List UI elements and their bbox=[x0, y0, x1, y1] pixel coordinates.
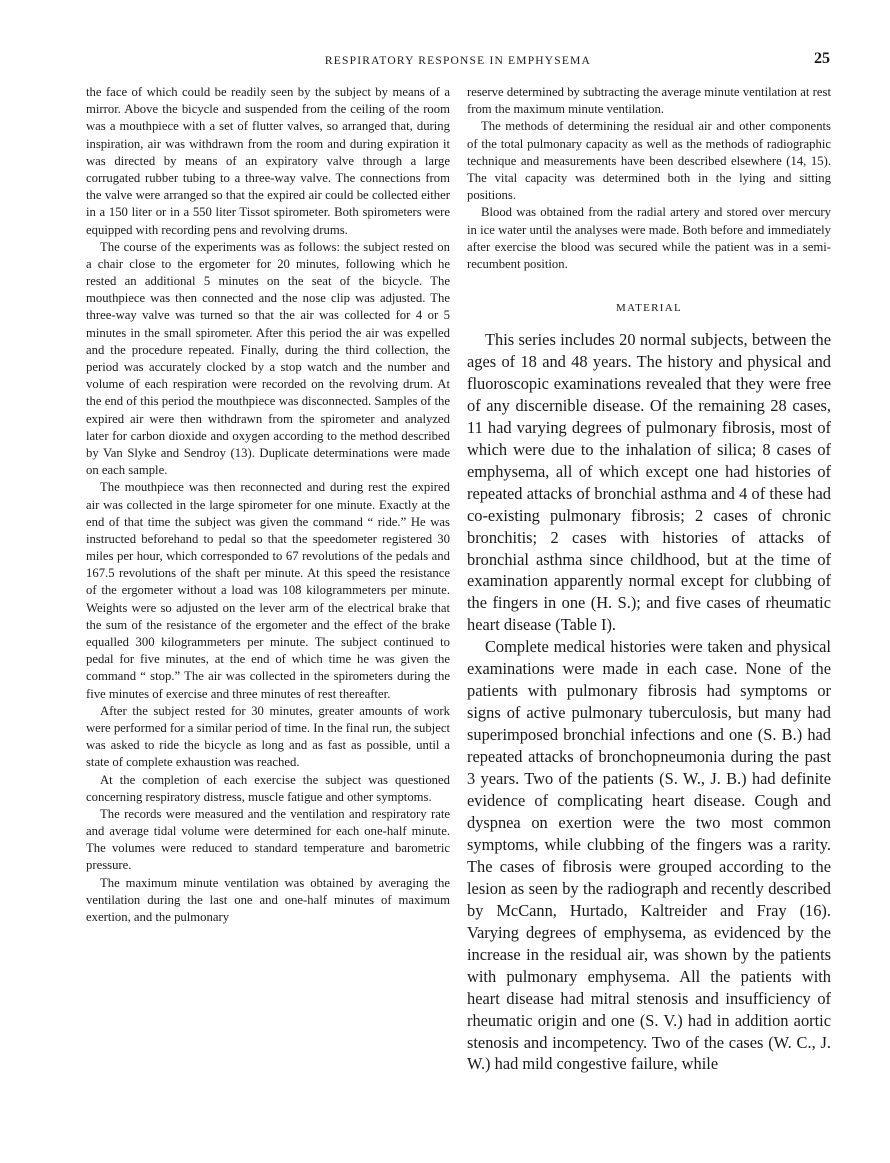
paragraph: Complete medical histories were taken and physical examinations were made in each case. None of the patients with pulmonary fibrosis had symptoms or signs of active pulmonary tuberculosis, but many had superimposed bronchial infections and one (S. B.) had repeated attacks of bronchopneumonia during the past 3 years. Two of the patients (S. W., J. B.) had definite evidence of complicating heart disease. Cough and dyspnea on exertion were the two most common symptoms, while clubbing of the fingers was a rarity. The cases of fibrosis were grouped according to the lesion as seen by the radiograph and recently described by McCann, Hurtado, Kaltreider and Fray (16). Varying degrees of emphysema, as evidenced by the increase in the residual air, was shown by the patients with pulmonary emphysema. All the patients with heart disease had mitral stenosis and insufficiency of rheumatic origin and one (S. V.) had in addition aortic stenosis and incompetency. Two of the cases (W. C., J. W.) had mild congestive failure, while bbox=[467, 637, 831, 1074]
running-title: RESPIRATORY RESPONSE IN EMPHYSEMA bbox=[324, 55, 592, 67]
paragraph: reserve determined by subtracting the average minute ventilation at rest from the maximum minute ventilation. bbox=[467, 85, 831, 117]
paragraph: The course of the experiments was as follows: the subject rested on a chair close to the ergometer for 20 minutes, following which he rested an additional 5 minutes on the seat of the bicycle. The mouthpiece was then connected and the nose clip was adjusted. The three-way valve was turned so that the air was collected for 4 or 5 minutes in the small spirometer. After this period the air was expelled and the procedure repeated. Finally, during the third collection, the period was accurately clocked by a stop watch and the number and volume of each respiration were recorded on the revolving drum. At the end of this period the mouthpiece was disconnected. Samples of the expired air were then withdrawn from the spirometer and analyzed later for carbon dioxide and oxygen according to the method described by Van Slyke and Sendroy (13). Duplicate determinations were made on each sample. bbox=[86, 239, 450, 478]
paragraph: The maximum minute ventilation was obtained by averaging the ventilation during the last one and one-half minutes of maximum exertion, and the pulmonary bbox=[86, 875, 450, 924]
paragraph: At the completion of each exercise the subject was questioned concerning respiratory distress, muscle fatigue and other symptoms. bbox=[86, 772, 450, 804]
left-column bbox=[86, 84, 450, 926]
page-header bbox=[86, 52, 830, 74]
paragraph: After the subject rested for 30 minutes, greater amounts of work were performed for a similar period of time. In the final run, the subject was asked to ride the bicycle as long and as fast as possible, until a state of complete exhaustion was reached. bbox=[86, 703, 450, 770]
paragraph: Blood was obtained from the radial artery and stored over mercury in ice water until the analyses were made. Both before and immediately after exercise the blood was secured while the patient was in a semi-recumbent position. bbox=[467, 205, 831, 272]
paragraph: The mouthpiece was then reconnected and during rest the expired air was collected in the large spirometer for one minute. Exactly at the end of that time the subject was given the command “ ride.” He was instructed beforehand to pedal so that the speedometer registered 30 miles per hour, which corresponded to 67 revolutions of the pedals and 167.5 revolutions of the shaft per minute. At this speed the resistance of the ergometer without a load was 108 kilogrammeters per minute. Weights were so adjusted on the lever arm of the electrical brake that the sum of the resistance of the ergometer and the effect of the brake equalled 300 kilogrammeters per minute. The subject continued to pedal for five minutes, at the end of which time he was given the command “ stop.” The air was collected in the spirometers during the five minutes of exercise and three minutes of rest thereafter. bbox=[86, 480, 450, 701]
section-heading-material: MATERIAL bbox=[615, 302, 682, 314]
right-column-top bbox=[467, 84, 831, 273]
right-column-main bbox=[467, 329, 831, 1075]
page-number: 25 bbox=[814, 50, 830, 67]
paragraph: The methods of determining the residual air and other components of the total pulmonary capacity as well as the methods of radiographic technique and measurements have been described elsewhere (14, 15). The vital capacity was determined both in the lying and sitting positions. bbox=[467, 119, 831, 203]
paragraph: This series includes 20 normal subjects, between the ages of 18 and 48 years. The history and physical and fluoroscopic examinations revealed that they were free of any discernible disease. Of the remaining 28 cases, 11 had varying degrees of pulmonary fibrosis, most of which were due to the inhalation of silica; 8 cases of emphysema, all of which except one had histories of repeated attacks of bronchial asthma and 4 of these had co-existing pulmonary fibrosis; 2 cases of chronic bronchitis; 2 cases with histories of attacks of bronchial asthma since childhood, but at the time of examination apparently normal except for clubbing of the fingers in one (H. S.); and five cases of rheumatic heart disease (Table I). bbox=[467, 330, 831, 635]
paragraph: the face of which could be readily seen by the subject by means of a mirror. Above the bicycle and suspended from the ceiling of the room was a mouthpiece with a set of flutter valves, so arranged that, during inspiration, air was withdrawn from the room and during expiration it was directed by means of an expiratory valve through a large corrugated rubber tubing to a three-way valve. The connections from the valve were arranged so that the expired air could be collected either in a 150 liter or in a 550 liter Tissot spirometer. Both spirometers were equipped with recording pens and revolving drums. bbox=[86, 85, 450, 237]
paragraph: The records were measured and the ventilation and respiratory rate and average tidal volume were determined for each one-half minute. The volumes were reduced to standard temperature and barometric pressure. bbox=[86, 806, 450, 873]
